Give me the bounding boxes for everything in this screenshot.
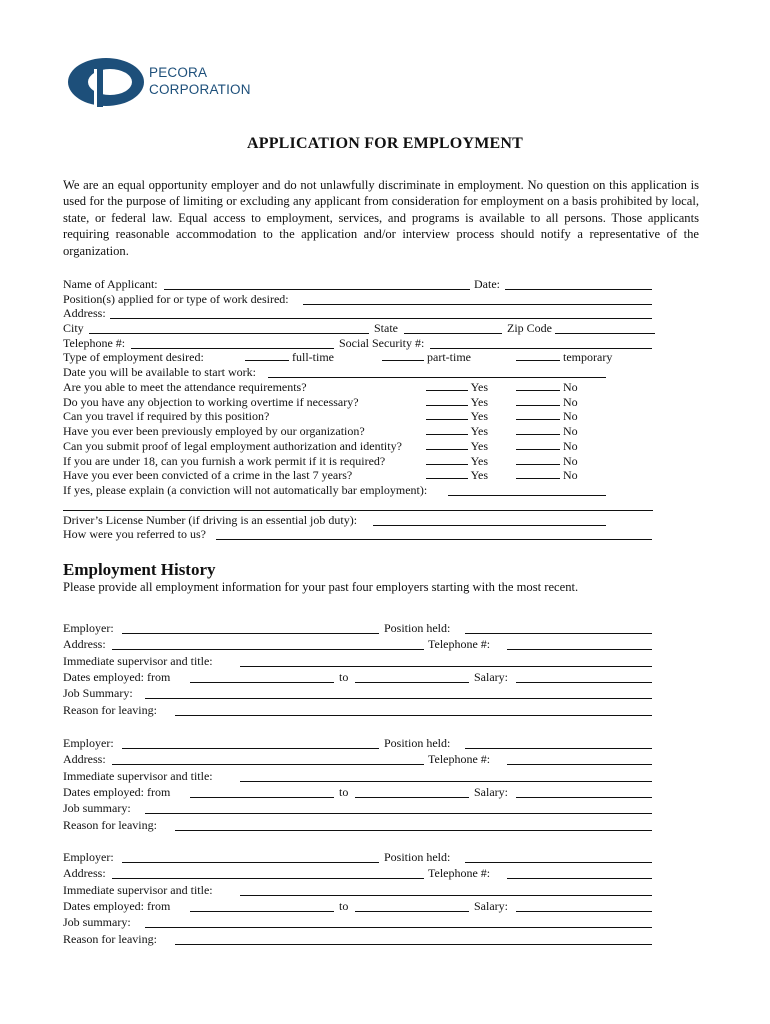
no-label: No <box>563 380 578 394</box>
question-4-label: Have you ever been previously employed by our organization? <box>63 424 365 438</box>
yes-label: Yes <box>470 454 489 468</box>
employer-3-supervisor-field[interactable] <box>240 883 652 896</box>
employer-3-dates-label: Dates employed: from <box>63 898 171 913</box>
date-label: Date: <box>474 277 500 291</box>
employer-1-salary-field[interactable] <box>516 670 652 683</box>
employer-2-address-label: Address: <box>63 752 106 767</box>
question-4-yes[interactable] <box>426 424 488 438</box>
full-time-option[interactable] <box>245 350 334 364</box>
state-label: State <box>374 321 398 335</box>
state-field[interactable] <box>404 321 502 334</box>
question-4-no[interactable] <box>516 424 578 438</box>
employer-1-dates-label: Dates employed: from <box>63 669 171 684</box>
explain-field[interactable] <box>448 483 606 496</box>
city-label: City <box>63 321 84 335</box>
name-label: Name of Applicant: <box>63 277 158 291</box>
logo-line-2: CORPORATION <box>149 82 251 97</box>
city-field[interactable] <box>89 321 369 334</box>
question-1-yes[interactable] <box>426 380 488 394</box>
employer-2-label: Employer: <box>63 736 114 750</box>
question-2-label: Do you have any objection to working overtime if necessary? <box>63 395 359 409</box>
question-6-yes[interactable] <box>426 454 488 468</box>
employer-3-telephone-field[interactable] <box>507 866 652 879</box>
question-3-yes[interactable] <box>426 409 488 423</box>
employer-1-supervisor-label: Immediate supervisor and title: <box>63 653 213 668</box>
pecora-logo-mark-icon <box>66 55 146 111</box>
employer-3-from-field[interactable] <box>190 899 334 912</box>
employer-2-supervisor-field[interactable] <box>240 769 652 782</box>
employer-3-position-field[interactable] <box>465 850 652 863</box>
employer-3-to-field[interactable] <box>355 899 469 912</box>
telephone-label: Telephone #: <box>63 336 126 350</box>
employer-1-supervisor-field[interactable] <box>240 654 652 667</box>
employer-1-position-label: Position held: <box>384 621 451 635</box>
question-2-no[interactable] <box>516 395 578 409</box>
employer-1-summary-label: Job Summary: <box>63 686 133 701</box>
temporary-label: temporary <box>563 350 613 364</box>
question-3-label: Can you travel if required by this position? <box>63 409 270 423</box>
no-label: No <box>563 424 578 438</box>
employer-2-reason-label: Reason for leaving: <box>63 817 157 832</box>
employment-history-subtitle: Please provide all employment information for your past four employers starting with the most recent. <box>63 580 579 594</box>
employer-2-reason-field[interactable] <box>175 818 652 831</box>
name-field[interactable] <box>164 277 470 290</box>
employer-3-position-label: Position held: <box>384 850 451 864</box>
employer-3-label: Employer: <box>63 850 114 864</box>
part-time-option[interactable] <box>382 350 471 364</box>
question-7-yes[interactable] <box>426 468 488 482</box>
employer-2-to-field[interactable] <box>355 785 469 798</box>
start-date-field[interactable] <box>268 365 606 378</box>
employer-1-summary-field[interactable] <box>145 686 652 699</box>
employer-2-to-label: to <box>339 784 349 799</box>
part-time-label: part-time <box>427 350 471 364</box>
employer-1-field[interactable] <box>122 621 379 634</box>
ssn-field[interactable] <box>430 336 652 349</box>
employer-1-address-label: Address: <box>63 637 106 652</box>
employer-3-field[interactable] <box>122 850 379 863</box>
question-5-no[interactable] <box>516 439 578 453</box>
employer-2-field[interactable] <box>122 736 379 749</box>
referred-field[interactable] <box>216 527 652 540</box>
employment-type-label: Type of employment desired: <box>63 350 204 364</box>
employer-2-from-field[interactable] <box>190 785 334 798</box>
no-label: No <box>563 439 578 453</box>
employer-2-summary-label: Job summary: <box>63 801 131 816</box>
position-label: Position(s) applied for or type of work desired: <box>63 292 289 306</box>
employer-3-supervisor-label: Immediate supervisor and title: <box>63 882 213 897</box>
question-5-label: Can you submit proof of legal employment authorization and identity? <box>63 439 402 453</box>
employer-1-reason-label: Reason for leaving: <box>63 702 157 717</box>
question-7-label: Have you ever been convicted of a crime in the last 7 years? <box>63 468 353 482</box>
position-field[interactable] <box>303 292 652 305</box>
yes-label: Yes <box>470 424 489 438</box>
question-6-no[interactable] <box>516 454 578 468</box>
explain-field-line-2[interactable] <box>63 510 653 511</box>
employer-3-salary-label: Salary: <box>474 898 508 913</box>
telephone-field[interactable] <box>131 336 334 349</box>
employer-2-address-field[interactable] <box>112 752 424 765</box>
employer-2-summary-field[interactable] <box>145 801 652 814</box>
employer-2-dates-label: Dates employed: from <box>63 784 171 799</box>
question-6-label: If you are under 18, can you furnish a work permit if it is required? <box>63 454 386 468</box>
no-label: No <box>563 395 578 409</box>
employer-3-salary-field[interactable] <box>516 899 652 912</box>
start-date-label: Date you will be available to start work: <box>63 365 256 379</box>
logo-line-1: PECORA <box>149 65 208 80</box>
question-5-yes[interactable] <box>426 439 488 453</box>
employer-3-to-label: to <box>339 898 349 913</box>
yes-label: Yes <box>470 395 489 409</box>
employer-3-address-field[interactable] <box>112 866 424 879</box>
employer-1-position-field[interactable] <box>465 621 652 634</box>
address-field[interactable] <box>110 306 652 319</box>
employer-1-label: Employer: <box>63 621 114 635</box>
employer-1-to-field[interactable] <box>355 670 469 683</box>
yes-label: Yes <box>470 468 489 482</box>
employer-3-reason-field[interactable] <box>175 932 652 945</box>
employer-3-summary-label: Job summary: <box>63 915 131 930</box>
employer-3-summary-field[interactable] <box>145 915 652 928</box>
temporary-option[interactable] <box>516 350 612 364</box>
address-label: Address: <box>63 306 106 320</box>
employer-1-telephone-label: Telephone #: <box>428 637 491 652</box>
employer-1-telephone-field[interactable] <box>507 637 652 650</box>
yes-label: Yes <box>470 380 489 394</box>
no-label: No <box>563 468 578 482</box>
employer-2-telephone-label: Telephone #: <box>428 752 491 767</box>
question-2-yes[interactable] <box>426 395 488 409</box>
ssn-label: Social Security #: <box>339 336 425 350</box>
employer-2-telephone-field[interactable] <box>507 752 652 765</box>
yes-label: Yes <box>470 409 489 423</box>
question-1-label: Are you able to meet the attendance requirements? <box>63 380 307 394</box>
no-label: No <box>563 409 578 423</box>
zip-field[interactable] <box>555 321 655 334</box>
employer-1-reason-field[interactable] <box>175 703 652 716</box>
license-field[interactable] <box>373 513 606 526</box>
no-label: No <box>563 454 578 468</box>
employer-1-salary-label: Salary: <box>474 669 508 684</box>
question-1-no[interactable] <box>516 380 578 394</box>
employer-2-salary-field[interactable] <box>516 785 652 798</box>
page-title: APPLICATION FOR EMPLOYMENT <box>246 135 523 152</box>
date-field[interactable] <box>505 277 652 290</box>
yes-label: Yes <box>470 439 489 453</box>
intro-paragraph: We are an equal opportunity employer and do not unlawfully discriminate in employment. No question on this application is used for the purpose of limiting or excluding any applicant from consideration for employment on a basis prohibited by local, state, or federal law. Equal access to employment, services, and programs is available to all persons. Those applicants requiring reasonable accommodation to the application and/or interview process should notify a representative of the organization. <box>63 178 699 258</box>
employer-2-position-field[interactable] <box>465 736 652 749</box>
question-3-no[interactable] <box>516 409 578 423</box>
employer-2-supervisor-label: Immediate supervisor and title: <box>63 768 213 783</box>
employer-3-address-label: Address: <box>63 866 106 881</box>
employer-1-to-label: to <box>339 669 349 684</box>
explain-label: If yes, please explain (a conviction will not automatically bar employment): <box>63 483 428 497</box>
employer-2-salary-label: Salary: <box>474 784 508 799</box>
employer-1-from-field[interactable] <box>190 670 334 683</box>
employer-2-position-label: Position held: <box>384 736 451 750</box>
pecora-logo <box>66 55 256 111</box>
zip-label: Zip Code <box>507 321 552 335</box>
employer-1-address-field[interactable] <box>112 637 424 650</box>
license-label: Driver’s License Number (if driving is an essential job duty): <box>63 513 358 527</box>
full-time-label: full-time <box>292 350 334 364</box>
employer-3-telephone-label: Telephone #: <box>428 866 491 881</box>
question-7-no[interactable] <box>516 468 578 482</box>
employer-3-reason-label: Reason for leaving: <box>63 931 157 946</box>
referred-label: How were you referred to us? <box>63 527 206 541</box>
employment-history-heading: Employment History <box>63 560 216 579</box>
